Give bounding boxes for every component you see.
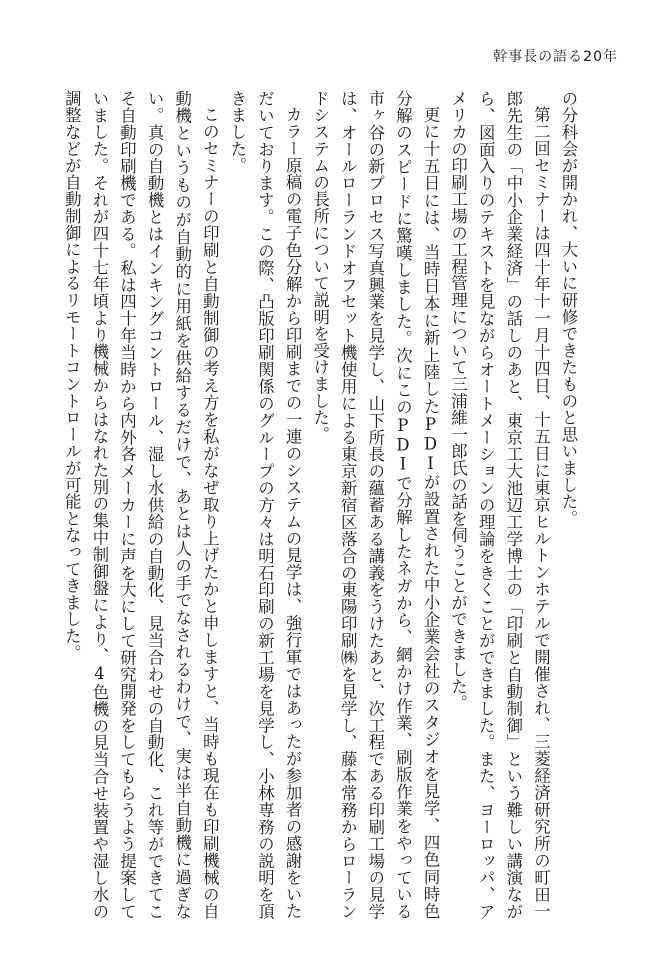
- paragraph-second-seminar: 第二回セミナーは四十年十一月十四日、十五日に東京ヒルトンホテルで開催され、三菱経済研究所の町田一郎先生の「中小企業経済」の話しのあと、東京工大池辺工学博士の「印刷と自動制御」という難しい講演ながら、図面入りのテキストを見ながらオートメーションの理論をきくことができました。また、ヨーロッパ、アメリカの印刷工場の工程管理について三浦維一郎氏の話を伺うことができました。: [448, 90, 551, 920]
- paragraph-color-system: カラー原稿の電子色分解から印刷までの一連のシステムの見学は、強行軍ではあったが参加者の感謝をいただいております。この際、凸版印刷関係のグループの方々は明石印刷の新工場を見学し、小林専務の説明を頂きました。: [227, 90, 303, 920]
- paragraph-pdi-visit: 更に十五日には、当時日本に新上陸したPDIが設置された中小企業会社のスタジオを見学、四色同時色分解のスピードに驚嘆しました。次にこのPDIで分解したネガから、網かけ作業、刷版作業をやっている市ヶ谷の新プロセス写真興業を見学し、山下所長の蘊蓄ある講義をうけたあと、次工程である印刷工場の見学は、オールローランドオフセット機使用による東京新宿区落合の東陽印刷㈱を見学し、藤本常務からローランドシステムの長所について説明を受けました。: [310, 90, 441, 920]
- vertical-body-text: [52, 90, 582, 920]
- running-header: 幹事長の語る20年: [493, 49, 618, 65]
- paragraph-automatic-control: このセミナーの印刷と自動制御の考え方を私がなぜ取り上げたかと申しますと、当時も現在も印刷機械の自動機というものが自動的に用紙を供給するだけで、あとは人の手でなされるわけで、実は半自動機に過ぎない。真の自動機とはインキングコントロール、湿し水供給の自動化、見当合わせの自動化、これ等ができてこそ自動印刷機である。私は四十年当時から内外各メーカーに声を大にして研究開発をしてもらうよう提案していました。それが四十七年頃より機械からはなれた別の集中制御盤により、4色機の見当合せ装置や湿し水の調整などが自動制御によるリモートコントロールが可能となってきました。: [62, 90, 220, 920]
- paragraph-continuation: の分科会が開かれ、大いに研修できたものと思いました。: [559, 90, 578, 527]
